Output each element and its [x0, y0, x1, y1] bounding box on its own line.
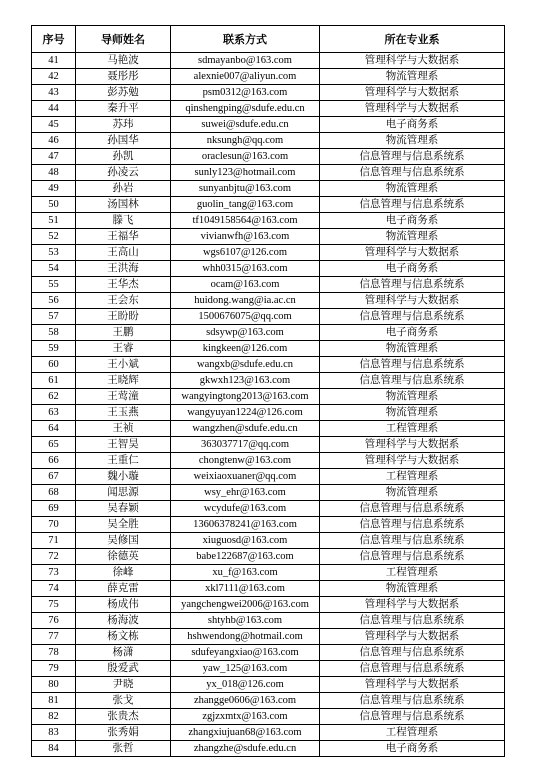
supervisor-name: 王盼盼 — [76, 309, 171, 325]
row-index: 83 — [32, 725, 76, 741]
department: 物流管理系 — [320, 181, 505, 197]
row-index: 76 — [32, 613, 76, 629]
table-row — [32, 293, 505, 309]
supervisor-name: 王重仁 — [76, 453, 171, 469]
contact-email: wsy_ehr@163.com — [171, 485, 320, 501]
row-index: 41 — [32, 53, 76, 69]
row-index: 51 — [32, 213, 76, 229]
row-index: 61 — [32, 373, 76, 389]
header-row — [32, 26, 505, 53]
table-row — [32, 53, 505, 69]
contact-email: nksungh@qq.com — [171, 133, 320, 149]
department: 管理科学与大数据系 — [320, 629, 505, 645]
table-row — [32, 421, 505, 437]
row-index: 69 — [32, 501, 76, 517]
supervisor-name: 王玉燕 — [76, 405, 171, 421]
supervisor-name: 王智昊 — [76, 437, 171, 453]
supervisor-name: 王高山 — [76, 245, 171, 261]
contact-email: xu_f@163.com — [171, 565, 320, 581]
department: 信息管理与信息系统系 — [320, 165, 505, 181]
row-index: 60 — [32, 357, 76, 373]
contact-email: 1500676075@qq.com — [171, 309, 320, 325]
table-row — [32, 597, 505, 613]
table-row — [32, 709, 505, 725]
department: 管理科学与大数据系 — [320, 245, 505, 261]
supervisor-name: 徐德英 — [76, 549, 171, 565]
row-index: 52 — [32, 229, 76, 245]
supervisor-name: 尹晓 — [76, 677, 171, 693]
department: 信息管理与信息系统系 — [320, 197, 505, 213]
table-row — [32, 645, 505, 661]
supervisor-table — [31, 25, 505, 757]
department: 信息管理与信息系统系 — [320, 149, 505, 165]
contact-email: sunyanbjtu@163.com — [171, 181, 320, 197]
contact-email: suwei@sdufe.edu.cn — [171, 117, 320, 133]
supervisor-name: 孙国华 — [76, 133, 171, 149]
row-index: 70 — [32, 517, 76, 533]
table-row — [32, 357, 505, 373]
department: 电子商务系 — [320, 117, 505, 133]
table-row — [32, 581, 505, 597]
row-index: 48 — [32, 165, 76, 181]
table-row — [32, 325, 505, 341]
table-row — [32, 501, 505, 517]
supervisor-name: 彭苏勉 — [76, 85, 171, 101]
contact-email: wangyingtong2013@163.com — [171, 389, 320, 405]
supervisor-name: 徐峰 — [76, 565, 171, 581]
row-index: 82 — [32, 709, 76, 725]
contact-email: alexnie007@aliyun.com — [171, 69, 320, 85]
row-index: 45 — [32, 117, 76, 133]
row-index: 43 — [32, 85, 76, 101]
row-index: 47 — [32, 149, 76, 165]
row-index: 84 — [32, 741, 76, 757]
row-index: 56 — [32, 293, 76, 309]
contact-email: shtyhb@163.com — [171, 613, 320, 629]
supervisor-name: 杨海波 — [76, 613, 171, 629]
department: 管理科学与大数据系 — [320, 293, 505, 309]
row-index: 66 — [32, 453, 76, 469]
supervisor-name: 聂彤彤 — [76, 69, 171, 85]
contact-email: weixiaoxuaner@qq.com — [171, 469, 320, 485]
supervisor-name: 王祯 — [76, 421, 171, 437]
table-row — [32, 533, 505, 549]
supervisor-name: 王福华 — [76, 229, 171, 245]
contact-email: sdufeyangxiao@163.com — [171, 645, 320, 661]
department: 信息管理与信息系统系 — [320, 373, 505, 389]
contact-email: babe122687@163.com — [171, 549, 320, 565]
department: 物流管理系 — [320, 389, 505, 405]
table-row — [32, 117, 505, 133]
row-index: 42 — [32, 69, 76, 85]
department: 物流管理系 — [320, 133, 505, 149]
table-row — [32, 549, 505, 565]
table-row — [32, 469, 505, 485]
supervisor-name: 杨潇 — [76, 645, 171, 661]
supervisor-name: 吴修国 — [76, 533, 171, 549]
header-name: 导师姓名 — [76, 26, 171, 53]
contact-email: wcydufe@163.com — [171, 501, 320, 517]
table-row — [32, 725, 505, 741]
contact-email: hshwendong@hotmail.com — [171, 629, 320, 645]
row-index: 54 — [32, 261, 76, 277]
supervisor-name: 杨成伟 — [76, 597, 171, 613]
table-row — [32, 309, 505, 325]
row-index: 59 — [32, 341, 76, 357]
supervisor-name: 王会东 — [76, 293, 171, 309]
table-row — [32, 213, 505, 229]
table-row — [32, 661, 505, 677]
contact-email: yangchengwei2006@163.com — [171, 597, 320, 613]
supervisor-name: 张哲 — [76, 741, 171, 757]
row-index: 64 — [32, 421, 76, 437]
supervisor-name: 王华杰 — [76, 277, 171, 293]
contact-email: xkl7111@163.com — [171, 581, 320, 597]
contact-email: vivianwfh@163.com — [171, 229, 320, 245]
supervisor-name: 秦升平 — [76, 101, 171, 117]
department: 物流管理系 — [320, 405, 505, 421]
table-row — [32, 341, 505, 357]
row-index: 62 — [32, 389, 76, 405]
table-row — [32, 261, 505, 277]
table-row — [32, 85, 505, 101]
contact-email: psm0312@163.com — [171, 85, 320, 101]
row-index: 73 — [32, 565, 76, 581]
table-row — [32, 229, 505, 245]
table-row — [32, 517, 505, 533]
header-contact: 联系方式 — [171, 26, 320, 53]
department: 信息管理与信息系统系 — [320, 357, 505, 373]
row-index: 80 — [32, 677, 76, 693]
department: 物流管理系 — [320, 69, 505, 85]
supervisor-name: 薛克雷 — [76, 581, 171, 597]
department: 信息管理与信息系统系 — [320, 709, 505, 725]
contact-email: wgs6107@126.com — [171, 245, 320, 261]
contact-email: sunly123@hotmail.com — [171, 165, 320, 181]
department: 电子商务系 — [320, 213, 505, 229]
department: 信息管理与信息系统系 — [320, 613, 505, 629]
supervisor-name: 张秀娟 — [76, 725, 171, 741]
table-row — [32, 741, 505, 757]
supervisor-name: 张贵杰 — [76, 709, 171, 725]
table-row — [32, 565, 505, 581]
department: 电子商务系 — [320, 261, 505, 277]
department: 信息管理与信息系统系 — [320, 661, 505, 677]
row-index: 75 — [32, 597, 76, 613]
row-index: 68 — [32, 485, 76, 501]
contact-email: zhangzhe@sdufe.edu.cn — [171, 741, 320, 757]
table-row — [32, 629, 505, 645]
row-index: 50 — [32, 197, 76, 213]
contact-email: 13606378241@163.com — [171, 517, 320, 533]
supervisor-name: 王洪海 — [76, 261, 171, 277]
table-row — [32, 485, 505, 501]
department: 管理科学与大数据系 — [320, 437, 505, 453]
department: 信息管理与信息系统系 — [320, 501, 505, 517]
table-row — [32, 677, 505, 693]
supervisor-name: 吴春颖 — [76, 501, 171, 517]
table-row — [32, 101, 505, 117]
contact-email: zhangxiujuan68@163.com — [171, 725, 320, 741]
contact-email: zgjzxmtx@163.com — [171, 709, 320, 725]
department: 信息管理与信息系统系 — [320, 533, 505, 549]
contact-email: sdsywp@163.com — [171, 325, 320, 341]
supervisor-name: 苏玮 — [76, 117, 171, 133]
supervisor-name: 王晓辉 — [76, 373, 171, 389]
contact-email: xiuguosd@163.com — [171, 533, 320, 549]
supervisor-name: 吴全胜 — [76, 517, 171, 533]
department: 信息管理与信息系统系 — [320, 645, 505, 661]
row-index: 81 — [32, 693, 76, 709]
row-index: 57 — [32, 309, 76, 325]
row-index: 55 — [32, 277, 76, 293]
contact-email: wangxb@sdufe.edu.cn — [171, 357, 320, 373]
contact-email: 363037717@qq.com — [171, 437, 320, 453]
contact-email: chongtenw@163.com — [171, 453, 320, 469]
supervisor-name: 闻思源 — [76, 485, 171, 501]
table-row — [32, 613, 505, 629]
contact-email: wangyuyan1224@126.com — [171, 405, 320, 421]
table-row — [32, 405, 505, 421]
department: 电子商务系 — [320, 741, 505, 757]
table-row — [32, 453, 505, 469]
contact-email: gkwxh123@163.com — [171, 373, 320, 389]
supervisor-name: 王莺潼 — [76, 389, 171, 405]
supervisor-name: 孙凯 — [76, 149, 171, 165]
header-index: 序号 — [32, 26, 76, 53]
supervisor-name: 滕飞 — [76, 213, 171, 229]
department: 物流管理系 — [320, 229, 505, 245]
row-index: 72 — [32, 549, 76, 565]
row-index: 65 — [32, 437, 76, 453]
contact-email: oraclesun@163.com — [171, 149, 320, 165]
contact-email: huidong.wang@ia.ac.cn — [171, 293, 320, 309]
supervisor-name: 王睿 — [76, 341, 171, 357]
table-row — [32, 277, 505, 293]
table-row — [32, 245, 505, 261]
row-index: 58 — [32, 325, 76, 341]
row-index: 46 — [32, 133, 76, 149]
department: 管理科学与大数据系 — [320, 677, 505, 693]
table-body — [32, 53, 505, 757]
row-index: 49 — [32, 181, 76, 197]
department: 管理科学与大数据系 — [320, 53, 505, 69]
supervisor-name: 孙岩 — [76, 181, 171, 197]
row-index: 71 — [32, 533, 76, 549]
table-row — [32, 373, 505, 389]
table-row — [32, 165, 505, 181]
department: 信息管理与信息系统系 — [320, 693, 505, 709]
table-row — [32, 389, 505, 405]
contact-email: kingkeen@126.com — [171, 341, 320, 357]
header-department: 所在专业系 — [320, 26, 505, 53]
table-row — [32, 693, 505, 709]
contact-email: whh0315@163.com — [171, 261, 320, 277]
contact-email: wangzhen@sdufe.edu.cn — [171, 421, 320, 437]
contact-email: yx_018@126.com — [171, 677, 320, 693]
contact-email: sdmayanbo@163.com — [171, 53, 320, 69]
department: 信息管理与信息系统系 — [320, 517, 505, 533]
contact-email: qinshengping@sdufe.edu.cn — [171, 101, 320, 117]
contact-email: guolin_tang@163.com — [171, 197, 320, 213]
department: 工程管理系 — [320, 421, 505, 437]
department: 管理科学与大数据系 — [320, 85, 505, 101]
contact-email: ocam@163.com — [171, 277, 320, 293]
row-index: 53 — [32, 245, 76, 261]
supervisor-name: 王鹏 — [76, 325, 171, 341]
department: 物流管理系 — [320, 485, 505, 501]
department: 管理科学与大数据系 — [320, 453, 505, 469]
table-row — [32, 181, 505, 197]
row-index: 63 — [32, 405, 76, 421]
supervisor-name: 魏小璇 — [76, 469, 171, 485]
row-index: 78 — [32, 645, 76, 661]
supervisor-name: 汤国林 — [76, 197, 171, 213]
department: 信息管理与信息系统系 — [320, 309, 505, 325]
contact-email: zhangge0606@163.com — [171, 693, 320, 709]
table-row — [32, 149, 505, 165]
department: 物流管理系 — [320, 581, 505, 597]
supervisor-name: 马艳波 — [76, 53, 171, 69]
department: 工程管理系 — [320, 565, 505, 581]
supervisor-name: 张戈 — [76, 693, 171, 709]
row-index: 77 — [32, 629, 76, 645]
department: 管理科学与大数据系 — [320, 101, 505, 117]
department: 信息管理与信息系统系 — [320, 277, 505, 293]
contact-email: yaw_125@163.com — [171, 661, 320, 677]
department: 信息管理与信息系统系 — [320, 549, 505, 565]
supervisor-name: 殷爱武 — [76, 661, 171, 677]
department: 管理科学与大数据系 — [320, 597, 505, 613]
department: 工程管理系 — [320, 725, 505, 741]
supervisor-name: 杨文栋 — [76, 629, 171, 645]
department: 电子商务系 — [320, 325, 505, 341]
row-index: 79 — [32, 661, 76, 677]
contact-email: tf1049158564@163.com — [171, 213, 320, 229]
table-row — [32, 69, 505, 85]
department: 物流管理系 — [320, 341, 505, 357]
table-row — [32, 437, 505, 453]
table-row — [32, 133, 505, 149]
row-index: 44 — [32, 101, 76, 117]
supervisor-name: 王小斌 — [76, 357, 171, 373]
row-index: 74 — [32, 581, 76, 597]
supervisor-name: 孙凌云 — [76, 165, 171, 181]
table-row — [32, 197, 505, 213]
row-index: 67 — [32, 469, 76, 485]
department: 工程管理系 — [320, 469, 505, 485]
